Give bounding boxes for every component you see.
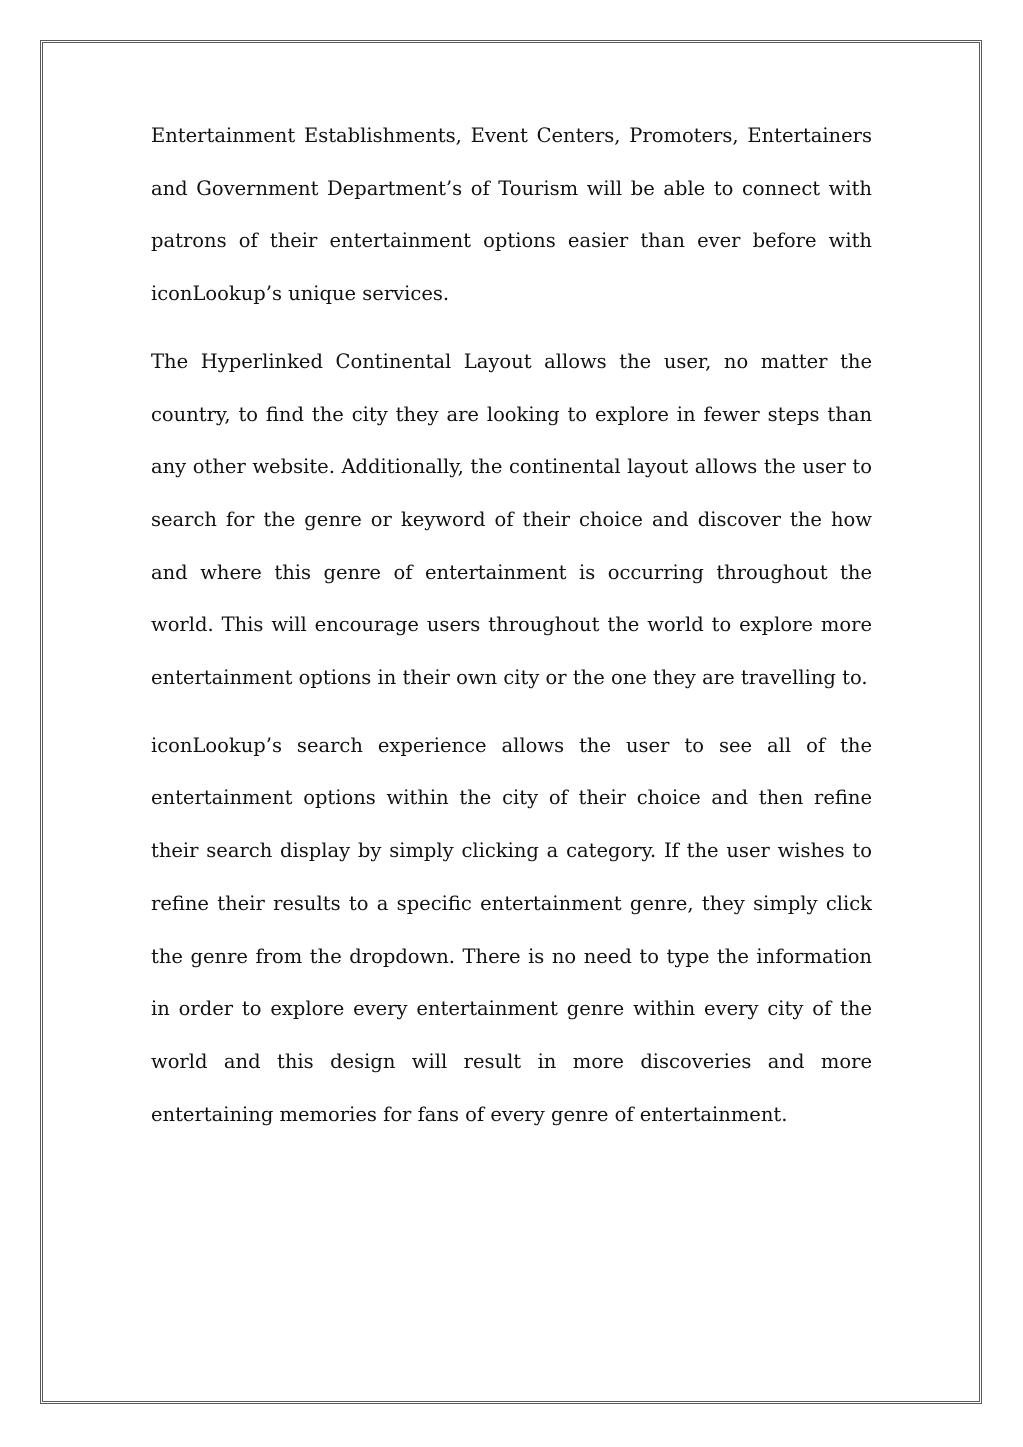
paragraph-establishments: Entertainment Establishments, Event Centers, Promoters, Entertainers and Government Department’s of Tourism will be able to connect with patrons of their entertainment options easier than ever before with iconLookup’s unique services. [151, 124, 872, 306]
paragraph-search-experience: iconLookup’s search experience allows the user to see all of the entertainment options within the city of their choice and then refine their search display by simply clicking a category. If the user wishes to refine their results to a specific entertainment genre, they simply click the genre from the dropdown. There is no need to type the information in order to explore every entertainment genre within every city of the world and this design will result in more discoveries and more entertaining memories for fans of every genre of entertainment. [151, 733, 872, 1126]
document-body [151, 110, 872, 1156]
paragraph-continental-layout: The Hyperlinked Continental Layout allows the user, no matter the country, to find the city they are looking to explore in fewer steps than any other website. Additionally, the continental layout allows the user to search for the genre or keyword of their choice and discover the how and where this genre of entertainment is occurring throughout the world. This will encourage users throughout the world to explore more entertainment options in their own city or the one they are travelling to. [151, 349, 872, 690]
